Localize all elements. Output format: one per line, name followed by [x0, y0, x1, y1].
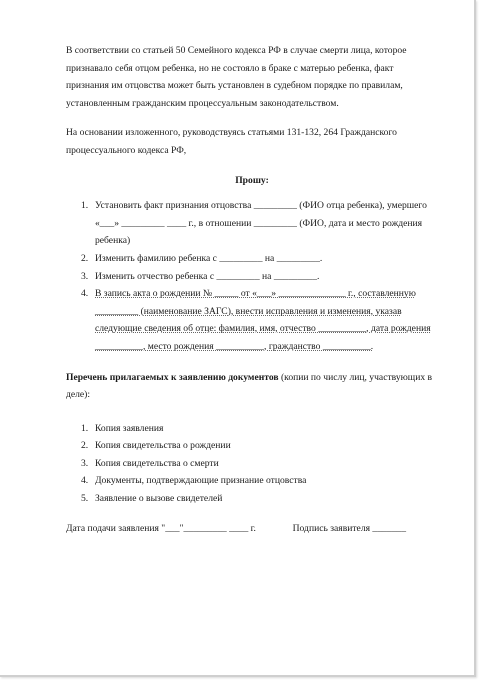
document-number: 3.	[81, 457, 89, 469]
document-text: Документы, подтверждающие признание отцовства	[95, 475, 307, 487]
document-item	[66, 455, 438, 473]
request-number: 4.	[81, 288, 89, 300]
documents-list	[66, 420, 438, 508]
document-number: 2.	[81, 440, 89, 452]
document-number: 1.	[81, 422, 89, 434]
document-item	[66, 437, 438, 455]
documents-heading	[66, 369, 438, 404]
request-list	[66, 197, 438, 355]
request-item	[66, 268, 438, 286]
document-item	[66, 420, 438, 438]
document-number: 5.	[81, 493, 89, 505]
request-text: Установить факт признания отцовства _________ (ФИО отца ребенка), умершего «___» _________ ____ г., в отношении _________ (ФИО, дата и место рождения ребенка)	[95, 200, 427, 247]
request-number: 3.	[81, 270, 89, 282]
request-text: Изменить отчество ребенка с _________ на _________.	[95, 270, 320, 282]
request-item	[66, 250, 438, 268]
request-text: Изменить фамилию ребенка с _________ на _________.	[95, 252, 323, 264]
document-body	[66, 42, 438, 537]
document-number: 4.	[81, 475, 89, 487]
request-text: В запись акта о рождении № _____ от «___» ______________ г., составленную _________ (наименование ЗАГС), внести исправления и изменения, указав следующие сведения об отце: фамилия, имя, отчество __________, дата рождения __________, место рождения __________, гражданство __________.	[95, 288, 431, 352]
documents-heading-rest: (копии по числу лиц, участвующих в деле):	[66, 371, 433, 401]
request-number: 2.	[81, 252, 89, 264]
document-text: Копия свидетельства о смерти	[95, 457, 219, 469]
request-item	[66, 197, 438, 250]
signature-line	[66, 520, 438, 538]
basis-paragraph: На основании изложенного, руководствуясь статьями 131-132, 264 Гражданского процессуального кодекса РФ,	[66, 127, 397, 156]
request-item	[66, 285, 438, 355]
document-item	[66, 490, 438, 508]
document-item	[66, 472, 438, 490]
documents-heading-bold: Перечень прилагаемых к заявлению документов	[66, 371, 279, 383]
applicant-signature: Подпись заявителя _______	[292, 522, 406, 534]
document-text: Копия заявления	[95, 422, 164, 434]
request-number: 1.	[81, 200, 89, 212]
document-text: Копия свидетельства о рождении	[95, 440, 231, 452]
request-title: Прошу:	[235, 174, 269, 186]
submission-date: Дата подачи заявления "___"_________ ____ г.	[66, 522, 256, 534]
document-text: Заявление о вызове свидетелей	[95, 493, 223, 505]
intro-paragraph: В соответствии со статьей 50 Семейного кодекса РФ в случае смерти лица, которое признавало себя отцом ребенка, но не состояло в браке с матерью ребенка, факт признания им отцовства может быть установлен в судебном порядке по правилам, установленным гражданским процессуальным законодательством.	[66, 45, 407, 109]
